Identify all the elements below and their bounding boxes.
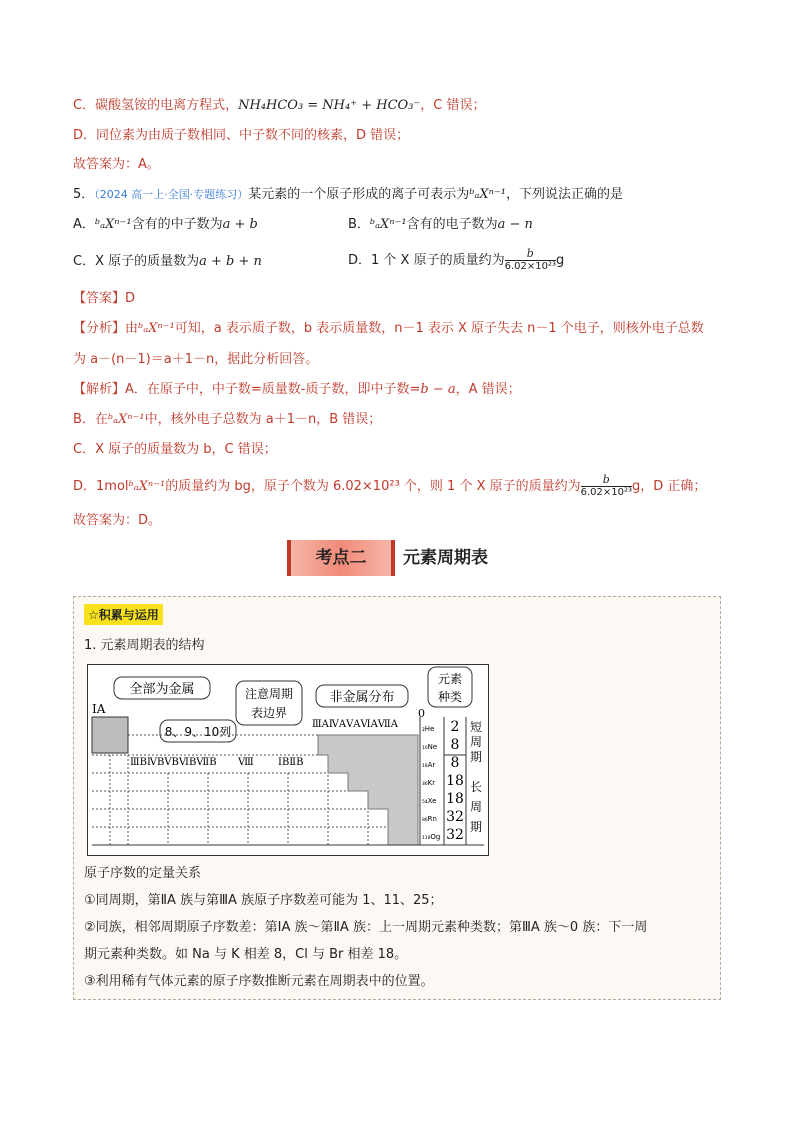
explain-b: B．在ᵇₐXⁿ⁻¹中，核外电子总数为 a＋1－n，B 错误； [73,412,382,427]
bubble-3: 8、9、10列 [164,725,232,739]
option-c: C．X 原子的质量数为a + b + n [73,254,262,269]
svg-text:2: 2 [450,719,460,735]
svg-text:32: 32 [446,809,464,825]
svg-text:8: 8 [450,755,460,771]
svg-text:8: 8 [450,737,460,753]
noble-gases [422,725,440,841]
periodic-table-diagram [87,664,489,856]
answer-line-1: 故答案为：A。 [73,157,160,172]
svg-text:₂He: ₂He [422,725,435,733]
svg-text:₁₀Ne: ₁₀Ne [422,743,438,751]
bubble-4: 非金属分布 [329,690,395,705]
svg-text:期: 期 [469,750,483,764]
panel-point-3: ③利用稀有气体元素的原子序数推断元素在周期表中的位置。 [84,974,434,989]
svg-text:₁₁₈Og: ₁₁₈Og [422,833,441,841]
bubble-2: 注意周期 [244,687,294,701]
explain-c: C．X 原子的质量数为 b，C 错误； [73,442,277,457]
svg-text:Ⅷ: Ⅷ [238,757,254,768]
svg-text:₃₆Kr: ₃₆Kr [422,779,436,787]
svg-text:₁₈Ar: ₁₈Ar [422,761,436,769]
line-d: D．同位素为由质子数相同、中子数不同的核素，D 错误； [73,128,410,143]
svg-text:短: 短 [469,720,483,734]
panel-tag: ☆积累与运用 [84,604,163,625]
svg-text:ⅢAⅣAⅤAⅥAⅦA: ⅢAⅣAⅤAⅥAⅦA [312,719,398,730]
svg-text:18: 18 [446,791,464,807]
fraction: $\frac{b}{\text{6.02×10²³}}$ [504,247,556,272]
svg-text:₈₆Rn: ₈₆Rn [422,815,437,823]
panel-caption: 原子序数的定量关系 [84,866,202,881]
fraction: $\frac{b}{\text{6.02×10²³}}$ [580,473,633,498]
svg-text:ⅢBⅣBⅤBⅥBⅦB: ⅢBⅣBⅤBⅥBⅦB [130,757,217,768]
metal-block [92,717,128,753]
panel-point-1: ①同周期，第ⅡA 族与第ⅢA 族原子序数差可能为 1、11、25； [84,893,443,908]
svg-text:期: 期 [469,820,483,834]
equation: NH₄HCO₃ = NH₄⁺ + HCO₃⁻ [238,98,421,113]
svg-text:表边界: 表边界 [250,706,288,720]
section-box: 考点二 [287,540,395,576]
line-c: C．碳酸氢铵的电离方程式，NH₄HCO₃ = NH₄⁺ + HCO₃⁻，C 错误； [73,98,486,113]
option-d: D．1 个 X 原子的质量约为 $\frac{b}{\text{6.02×10²³}}$ g [348,247,565,272]
svg-text:周: 周 [469,735,483,749]
panel-heading: 1. 元素周期表的结构 [84,638,205,653]
element-counts [446,719,464,843]
svg-text:32: 32 [446,827,464,843]
svg-text:长: 长 [469,780,483,794]
svg-text:ⅠA: ⅠA [92,702,106,716]
answer-line-2: 故答案为：D。 [73,513,162,528]
panel-point-2b: 期元素种类数。如 Na 与 K 相差 8，Cl 与 Br 相差 18。 [84,947,408,962]
section-title [287,540,517,576]
svg-text:18: 18 [446,773,464,789]
periodic-table-svg [88,665,488,855]
option-b: B．ᵇₐXⁿ⁻¹含有的电子数为a − n [348,217,533,232]
bubble-1: 全部为金属 [129,682,195,697]
question-source: （2024 高一上·全国·专题练习） [94,188,249,201]
option-a: A．ᵇₐXⁿ⁻¹含有的中子数为a + b [73,217,258,232]
analysis-line-2: 为 a－(n－1)＝a＋1－n，据此分析回答。 [73,352,319,367]
analysis-line-1: 【分析】由ᵇₐXⁿ⁻¹可知，a 表示质子数，b 表示质量数，n－1 表示 X 原子失去 n－1 个电子，则核外电子总数 [73,321,704,336]
period-labels [470,720,482,834]
knowledge-panel [73,596,721,1000]
section-heading: 元素周期表 [403,548,488,568]
svg-text:元素: 元素 [437,672,463,686]
answer: 【答案】D [73,291,136,306]
svg-text:₅₄Xe: ₅₄Xe [422,797,437,805]
svg-text:0: 0 [418,707,425,720]
svg-text:ⅠBⅡB: ⅠBⅡB [278,757,304,768]
explain-d: D．1molᵇₐXⁿ⁻¹的质量约为 bg，原子个数为 6.02×10²³ 个，则 1 个 X 原子的质量约为 $\frac{b}{\text{6.02×10²³}}$ g，D 正确； [73,473,707,498]
question-5: 5．（2024 高一上·全国·专题练习）某元素的一个原子形成的离子可表示为ᵇₐXⁿ⁻¹，下列说法正确的是 [73,187,623,202]
svg-text:种类: 种类 [437,690,463,704]
explain-a: 【解析】A．在原子中，中子数=质量数-质子数，即中子数=b − a，A 错误； [73,382,521,397]
panel-point-2a: ②同族，相邻周期原子序数差：第ⅠA 族～第ⅡA 族：上一周期元素种类数；第ⅢA 族～0 族：下一周 [84,920,648,935]
svg-text:周: 周 [469,800,483,814]
